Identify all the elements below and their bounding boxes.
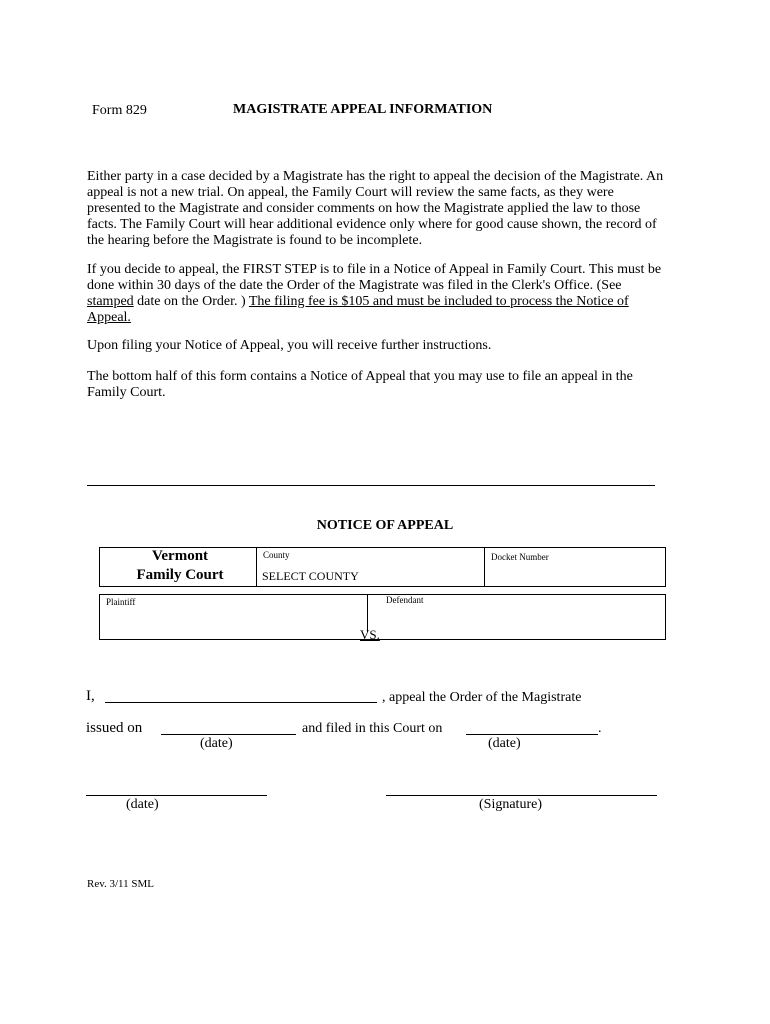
defendant-label: Defendant [386, 595, 424, 605]
signing-date-field[interactable] [86, 795, 267, 796]
parties-box [99, 594, 666, 640]
info-paragraph-1: Either party in a case decided by a Magistrate has the right to appeal the decision of the Magistrate. An appeal is not a new trial. On appeal, the Family Court will review the same facts, as they were presented to the Magistrate and consider comments on how the Magistrate applied the law to those facts. The Family Court will hear additional evidence only where for good cause shown, the record of the hearing before the Magistrate is found to be incomplete. [87, 169, 664, 248]
issued-on-label: issued on [86, 720, 143, 736]
issued-date-caption: (date) [200, 736, 233, 751]
county-select[interactable]: SELECT COUNTY [262, 569, 359, 583]
court-type: Family Court [136, 567, 224, 583]
issued-date-field[interactable] [161, 734, 296, 735]
page-title: MAGISTRATE APPEAL INFORMATION [233, 102, 493, 117]
appeal-statement: , appeal the Order of the Magistrate [382, 690, 582, 705]
docket-box-divider [484, 547, 485, 587]
signing-date-caption: (date) [126, 797, 159, 812]
appellant-name-field[interactable] [105, 702, 377, 703]
info-paragraph-3: Upon filing your Notice of Appeal, you will receive further instructions. [87, 338, 492, 353]
info-paragraph-2-text: If you decide to appeal, the FIRST STEP is to file in a Notice of Appeal in Family Court. This must be done within 30 days of the date the Order of the Magistrate was filed in the Clerk's Office. (See [87, 262, 662, 293]
court-box-divider [256, 547, 257, 587]
signature-field[interactable] [386, 795, 657, 796]
sentence-period: . [598, 721, 602, 736]
court-name [110, 547, 250, 585]
stamped-word: stamped [87, 294, 134, 309]
info-paragraph-4: The bottom half of this form contains a Notice of Appeal that you may use to file an appeal in the Family Court. [87, 369, 633, 400]
filed-date-caption: (date) [488, 736, 521, 751]
i-label: I, [86, 688, 95, 704]
revision-note: Rev. 3/11 SML [87, 878, 155, 890]
notice-title: NOTICE OF APPEAL [316, 518, 454, 533]
filed-in-court-label: and filed in this Court on [302, 721, 443, 736]
info-paragraph-2-text-b: date on the Order. ) [133, 294, 249, 309]
plaintiff-label: Plaintiff [106, 597, 136, 607]
docket-number-label: Docket Number [491, 552, 549, 562]
section-divider [87, 485, 655, 486]
filed-date-field[interactable] [466, 734, 598, 735]
county-label: County [263, 550, 290, 560]
court-state: Vermont [151, 548, 209, 564]
form-number: Form 829 [92, 103, 147, 118]
filing-fee-note: The filing fee is $105 and must be included to process the Notice of Appeal. [87, 294, 629, 325]
info-paragraph-2 [87, 262, 667, 326]
versus-label: VS. [360, 627, 380, 642]
signature-caption: (Signature) [479, 797, 542, 812]
